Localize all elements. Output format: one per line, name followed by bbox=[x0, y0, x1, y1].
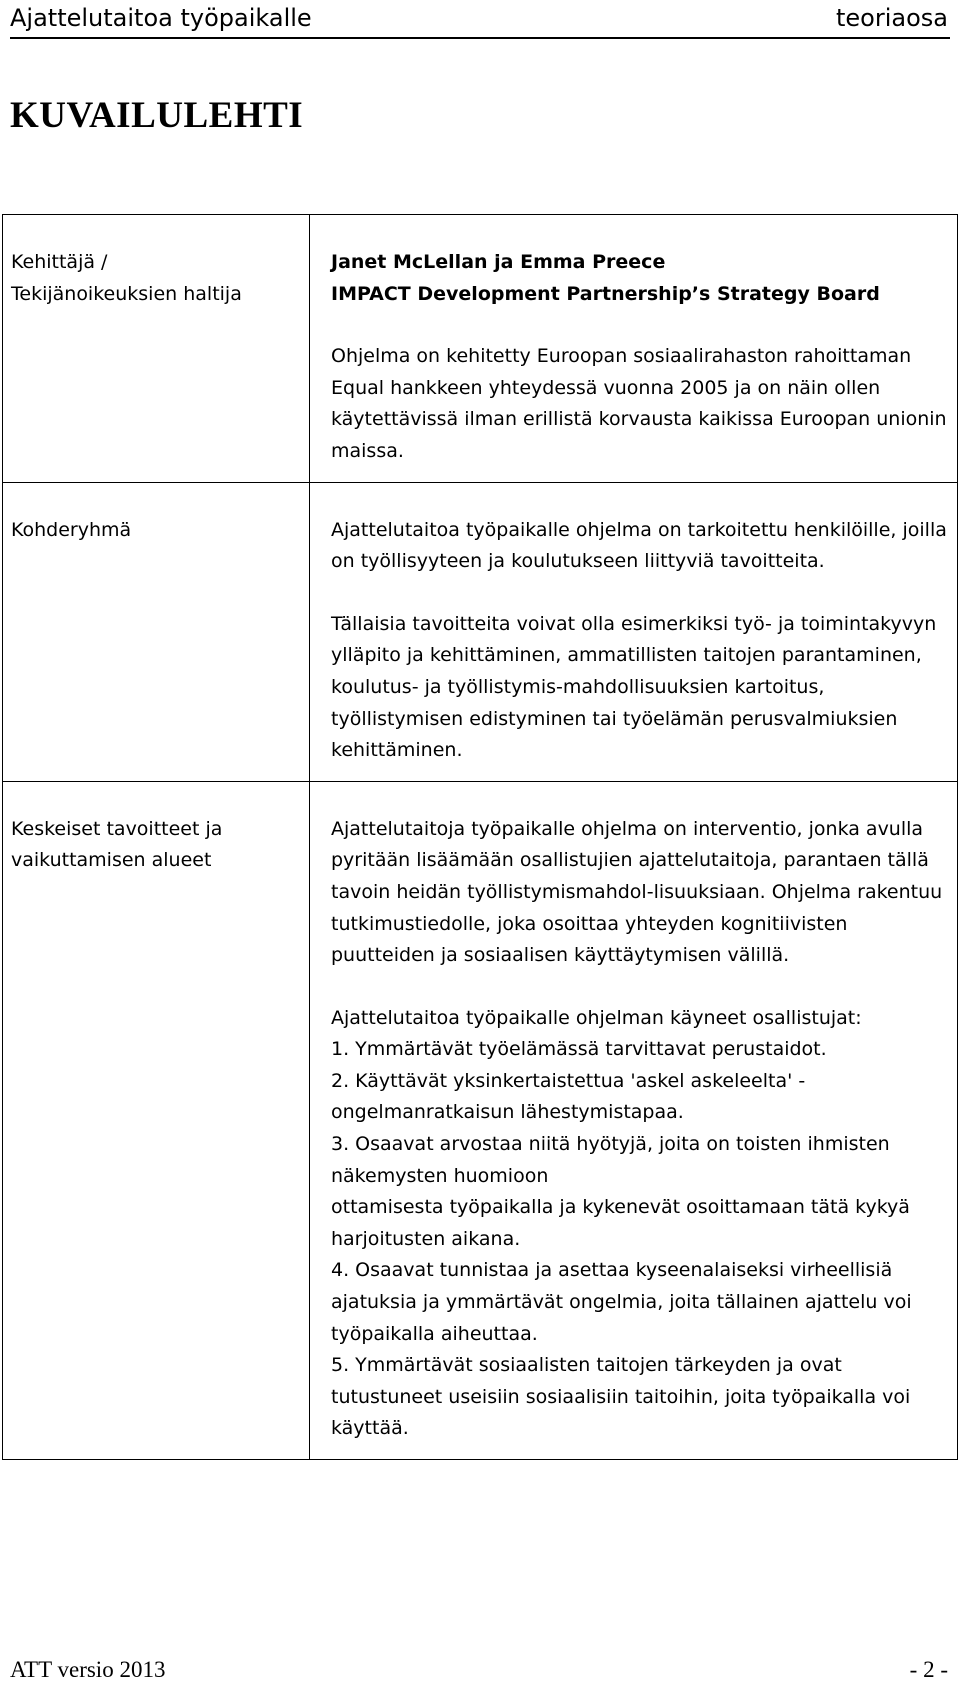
outcomes-intro: Ajattelutaitoa työpaikalle ohjelman käyneet osallistujat: bbox=[331, 1006, 862, 1029]
list-item: 1. Ymmärtävät työelämässä tarvittavat perustaidot. bbox=[331, 1038, 827, 1061]
footer-version: ATT versio 2013 bbox=[10, 1657, 166, 1682]
list-item: 4. Osaavat tunnistaa ja asettaa kyseenalaiseksi virheellisiä ajatuksia ja ymmärtävät ongelmia, joita tällainen ajattelu voi työpaikalla aiheuttaa. bbox=[331, 1259, 912, 1345]
goals-label-line1: Keskeiset tavoitteet ja bbox=[11, 817, 223, 840]
document-title: KUVAILULEHTI bbox=[10, 95, 304, 136]
target-group-value-cell bbox=[310, 482, 958, 781]
list-item: 2. Käyttävät yksinkertaistettua 'askel askeleelta' - ongelmanratkaisun lähestymistapaa. bbox=[331, 1069, 806, 1124]
list-item: 5. Ymmärtävät sosiaalisten taitojen tärkeyden ja ovat tutustuneet useisiin sosiaalisiin taitoihin, joita työpaikalla voi käyttää. bbox=[331, 1354, 911, 1440]
footer-page-number: - 2 - bbox=[909, 1657, 948, 1682]
page-footer bbox=[10, 1655, 948, 1685]
goals-label-cell bbox=[3, 781, 310, 1459]
outcomes-list bbox=[331, 1003, 949, 1445]
goals-paragraph-1: Ajattelutaitoja työpaikalle ohjelma on interventio, jonka avulla pyritään lisäämään osallistujien ajattelutaitoja, parantaen tällä tavoin heidän työllistymismahdol-lisuuksiaan. Ohjelma rakentuu tutkimustiedolle, joka osoittaa yhteyden kognitiivisten puutteiden ja sosiaalisen käyttäytymisen välillä. bbox=[331, 817, 943, 967]
developer-label-line1: Kehittäjä / bbox=[11, 251, 108, 273]
header-section-label: teoriaosa bbox=[836, 4, 948, 32]
developer-label-cell bbox=[3, 215, 310, 483]
page-header bbox=[10, 0, 948, 36]
goals-value-cell bbox=[310, 781, 958, 1459]
developer-authors: Janet McLellan ja Emma Preece bbox=[331, 251, 666, 273]
table-row-target-group bbox=[3, 482, 958, 781]
list-item: 3. Osaavat arvostaa niitä hyötyjä, joita on toisten ihmisten näkemysten huomioon bbox=[331, 1133, 890, 1187]
developer-organization: IMPACT Development Partnership’s Strategy Board bbox=[331, 282, 880, 305]
developer-value-cell bbox=[310, 215, 958, 483]
header-divider bbox=[10, 37, 950, 39]
target-group-label-cell bbox=[3, 482, 310, 781]
table-row-goals bbox=[3, 781, 958, 1459]
list-item-continuation: ottamisesta työpaikalla ja kykenevät osoittamaan tätä kykyä harjoitusten aikana. bbox=[331, 1196, 910, 1250]
developer-description: Ohjelma on kehitetty Euroopan sosiaalirahaston rahoittaman Equal hankkeen yhteydessä vuonna 2005 ja on näin ollen käytettävissä ilman erillistä korvausta kaikissa Euroopan unionin maissa. bbox=[331, 345, 947, 462]
target-group-paragraph-1: Ajattelutaitoa työpaikalle ohjelma on tarkoitettu henkilöille, joilla on työllisyyteen ja koulutukseen liittyviä tavoitteita. bbox=[331, 518, 947, 573]
table-row-developer bbox=[3, 215, 958, 483]
target-group-label: Kohderyhmä bbox=[11, 518, 132, 541]
header-title: Ajattelutaitoa työpaikalle bbox=[10, 4, 312, 32]
developer-label-line2: Tekijänoikeuksien haltija bbox=[11, 282, 242, 305]
goals-label-line2: vaikuttamisen alueet bbox=[11, 849, 212, 872]
target-group-paragraph-2: Tällaisia tavoitteita voivat olla esimerkiksi työ- ja toimintakyvyn ylläpito ja kehittäminen, ammatillisten taitojen parantaminen, koulutus- ja työllistymis-mahdollisuuksien kartoitus, työllistymisen edistyminen tai työelämän perusvalmiuksien kehittäminen. bbox=[331, 612, 937, 762]
description-table bbox=[2, 214, 958, 1460]
